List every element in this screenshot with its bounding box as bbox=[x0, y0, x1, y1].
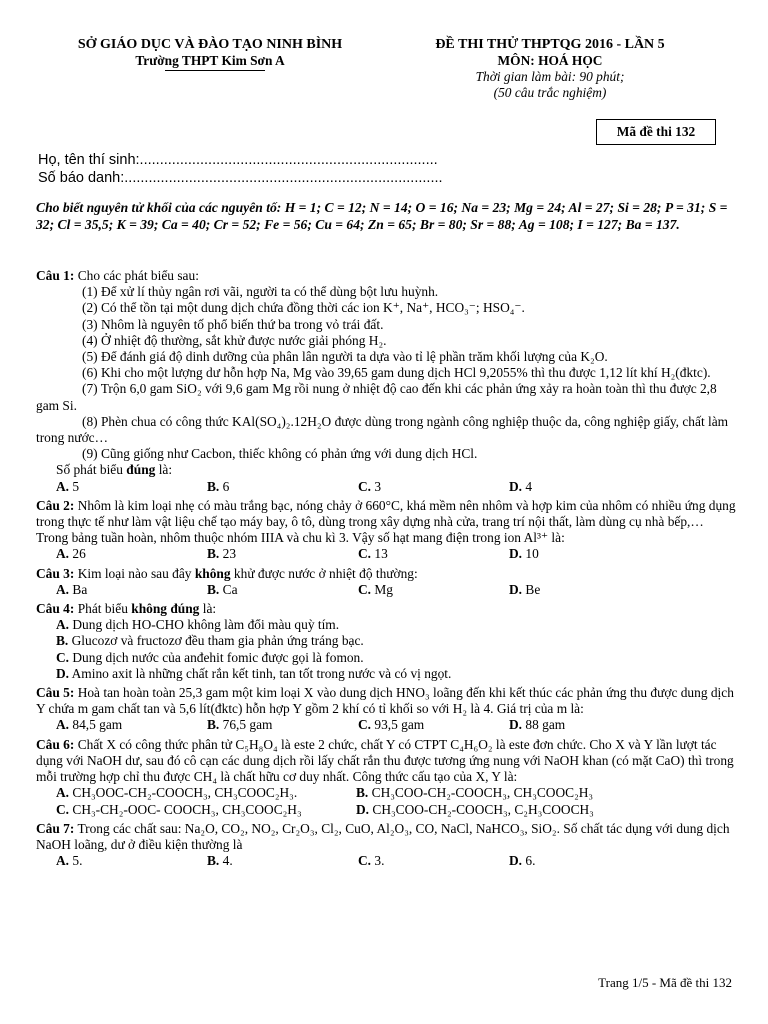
option-c[interactable]: C. CH₃-CH₂-OOC- COOCH₃, CH₃COOC₂H₃ bbox=[56, 801, 302, 817]
question-label: Câu 2: bbox=[36, 497, 75, 513]
question-stem: Cho các phát biểu sau: bbox=[77, 268, 199, 283]
question-stem: Trong các chất sau: Na₂O, CO₂, NO₂, Cr₂O₃, Cl₂, CuO, Al₂O₃, CO, NaCl, NaHCO₃, SiO₂. Số chất tác dụng với dung dịch NaOH loãng, dư ở điều kiện thường là bbox=[36, 820, 730, 852]
department-name: SỞ GIÁO DỤC VÀ ĐÀO TẠO NINH BÌNH bbox=[77, 37, 343, 52]
question-stem: Nhôm là kim loại nhẹ có màu trắng bạc, nóng chảy ở 660°C, khá mềm nên nhôm và hợp kim của nhôm có nhiều ứng dụng trong thực tế như làm vật liệu chế tạo máy bay, ô tô, dùng trong xây dựng nhà cửa, trang trí nội thất, làm dùng cụ nhà bếp,… Trong bảng tuần hoàn, nhôm thuộc nhóm IIIA và chu kì 3. Vậy số hạt mang điện trong ion Al³⁺ là: bbox=[36, 497, 736, 546]
option-b[interactable]: B. 76,5 gam bbox=[207, 717, 273, 733]
option-c[interactable]: C. 93,5 gam bbox=[358, 717, 425, 733]
question-label: Câu 5: bbox=[36, 685, 75, 701]
question-stem: Chất X có công thức phân tử C₅H₈O₄ là este 2 chức, chất Y có CTPT C₄H₆O₂ là este đơn chức. Cho X và Y lần lượt tác dụng với NaOH dư, sau đó cô cạn các dung dịch rồi lấy chất rắn thu được tương ứng nung với NaOH khan (có mặt CaO) thì trong mỗi trường hợp chỉ thu được CH₄ là chất hữu cơ duy nhất. Công thức cấu tạo của X, Y là: bbox=[36, 736, 734, 785]
option-a[interactable]: A. 26 bbox=[56, 546, 86, 562]
statement-1: (1) Để xử lí thủy ngân rơi vãi, người ta có thể dùng bột lưu huỳnh. bbox=[82, 284, 439, 300]
exam-code-box: Mã đề thi 132 bbox=[596, 119, 716, 145]
question-3: Câu 3: Kim loại nào sau đây không khử được nước ở nhiệt độ thường: A. Ba B. Ca C. Mg D. Be bbox=[36, 566, 738, 598]
student-id-line: Số báo danh:............................................................................... bbox=[38, 170, 443, 186]
answer-options bbox=[36, 853, 738, 869]
option-b[interactable]: B. 4. bbox=[207, 853, 233, 869]
option-b[interactable]: B. 23 bbox=[207, 546, 237, 562]
question-label: Câu 6: bbox=[36, 736, 75, 752]
question-count: (50 câu trắc nghiệm) bbox=[493, 85, 607, 100]
statement-4: (4) Ở nhiệt độ thường, sắt khử được nước giải phóng H₂. bbox=[82, 332, 387, 348]
question-ask: Số phát biểu đúng là: bbox=[56, 462, 173, 478]
option-b[interactable]: B. CH₃COO-CH₂-COOCH₃, CH₃COOC₂H₃ bbox=[356, 785, 594, 801]
statement-5: (5) Để đánh giá độ dinh dưỡng của phân lân người ta dựa vào tỉ lệ phần trăm khối lượng của K₂O. bbox=[82, 349, 608, 365]
option-a[interactable]: A. 84,5 gam bbox=[56, 717, 123, 733]
school-name: Trường THPT Kim Sơn A bbox=[135, 53, 285, 68]
question-label: Câu 1: bbox=[36, 268, 75, 283]
option-c[interactable]: C. 3 bbox=[358, 478, 382, 494]
header-left bbox=[40, 36, 380, 69]
statement-7: (7) Trộn 6,0 gam SiO₂ với 9,6 gam Mg rồi nung ở nhiệt độ cao đến khi các phản ứng xảy ra hoàn toàn thì thu được 2,8 gam Si. bbox=[36, 381, 717, 413]
question-2 bbox=[36, 498, 738, 563]
option-a[interactable]: A. 5 bbox=[56, 478, 80, 494]
header-underline bbox=[165, 70, 265, 71]
option-d[interactable]: D. 10 bbox=[509, 546, 539, 562]
answer-options bbox=[36, 546, 738, 562]
option-d[interactable]: D. 6. bbox=[509, 853, 536, 869]
answer-options bbox=[36, 479, 738, 495]
answer-options bbox=[36, 582, 738, 598]
option-d[interactable]: D. Amino axit là những chất rắn kết tinh, tan tốt trong nước và có vị ngọt. bbox=[56, 665, 452, 681]
option-c[interactable]: C. 13 bbox=[358, 546, 388, 562]
exam-time: Thời gian làm bài: 90 phút; bbox=[475, 69, 625, 84]
statement-3: (3) Nhôm là nguyên tố phổ biến thứ ba trong vỏ trái đất. bbox=[82, 316, 384, 332]
page-footer: Trang 1/5 - Mã đề thi 132 bbox=[598, 975, 732, 990]
student-info bbox=[38, 151, 508, 187]
option-d[interactable]: D. 4 bbox=[509, 478, 533, 494]
question-1 bbox=[36, 268, 738, 495]
student-name-line: Họ, tên thí sinh:.......................................................................... bbox=[38, 152, 438, 168]
statement-8: (8) Phèn chua có công thức KAl(SO₄)₂.12H₂O được dùng trong ngành công nghiệp thuộc da, công nghiệp giấy, chất làm trong nước… bbox=[36, 413, 729, 446]
atomic-masses: Cho biết nguyên tử khối của các nguyên tố: H = 1; C = 12; N = 14; O = 16; Na = 23; Mg = 24; Al = 27; Si = 28; P = 31; S = 32; Cl = 35,5; K = 39; Ca = 40; Cr = 52; Fe = 56; Cu = 64; Zn = 65; Br = 80; Sr = 88; Ag = 108; I = 127; Ba = 137. bbox=[36, 200, 728, 232]
answer-options bbox=[36, 617, 738, 682]
question-label: Câu 4: bbox=[36, 601, 75, 617]
option-d[interactable]: D. CH₃COO-CH₂-COOCH₃, C₂H₃COOCH₃ bbox=[356, 801, 594, 817]
question-stem: Hoà tan hoàn toàn 25,3 gam một kim loại X vào dung dịch HNO₃ loãng đến khi kết thúc các phản ứng thu được dung dịch Y chứa m gam chất tan và 5,6 lít(đktc) hỗn hợp Y gồm 2 khí có tỉ khối so với H₂ là 4. Giá trị của m là: bbox=[36, 685, 734, 717]
option-c[interactable]: C. Dung dịch nước của anđehit fomic được gọi là fomon. bbox=[56, 649, 364, 665]
question-7 bbox=[36, 821, 738, 870]
question-5 bbox=[36, 685, 738, 734]
header-right bbox=[395, 36, 705, 101]
option-a[interactable]: A. CH₃OOC-CH₂-COOCH₃, CH₃COOC₂H₃. bbox=[56, 785, 298, 801]
option-b[interactable]: B. Glucozơ và fructozơ đều tham gia phản ứng tráng bạc. bbox=[56, 633, 364, 649]
question-4: Câu 4: Phát biểu không đúng là: A. Dung dịch HO-CHO không làm đổi màu quỳ tím. B. Glucozơ và fructozơ đều tham gia phản ứng tráng bạc. C. Dung dịch nước của anđehit fomic được gọi là fomon. D. Amino axit là những chất rắn kết tinh, tan tốt trong nước và có vị ngọt. bbox=[36, 601, 738, 682]
option-d[interactable]: D. 88 gam bbox=[509, 717, 566, 733]
question-label: Câu 3: bbox=[36, 565, 75, 581]
exam-title: ĐỀ THI THỬ THPTQG 2016 - LẦN 5 bbox=[435, 37, 665, 52]
questions bbox=[36, 268, 738, 869]
option-a[interactable]: A. Dung dịch HO-CHO không làm đổi màu quỳ tím. bbox=[56, 617, 340, 633]
answer-options bbox=[36, 717, 738, 733]
subject: MÔN: HOÁ HỌC bbox=[497, 53, 603, 68]
question-6 bbox=[36, 737, 738, 818]
option-b[interactable]: B. Ca bbox=[207, 581, 238, 597]
answer-options-row-2 bbox=[36, 802, 738, 818]
statement-6: (6) Khi cho một lượng dư hỗn hợp Na, Mg vào 39,65 gam dung dịch HCl 9,2055% thì thu được 1,12 lít khí H₂(đktc). bbox=[82, 365, 711, 381]
question-label: Câu 7: bbox=[36, 820, 75, 836]
statement-2: (2) Có thể tồn tại một dung dịch chứa đồng thời các ion K⁺, Na⁺, HCO₃⁻; HSO₄⁻. bbox=[82, 300, 525, 316]
statement-9: (9) Cũng giống như Cacbon, thiếc không có phản ứng với dung dịch HCl. bbox=[82, 446, 478, 462]
option-b[interactable]: B. 6 bbox=[207, 478, 230, 494]
option-d[interactable]: D. Be bbox=[509, 581, 541, 597]
answer-options-row-1 bbox=[36, 785, 738, 801]
option-c[interactable]: C. 3. bbox=[358, 853, 385, 869]
option-a[interactable]: A. 5. bbox=[56, 853, 83, 869]
option-a[interactable]: A. Ba bbox=[56, 581, 88, 597]
option-c[interactable]: C. Mg bbox=[358, 581, 393, 597]
